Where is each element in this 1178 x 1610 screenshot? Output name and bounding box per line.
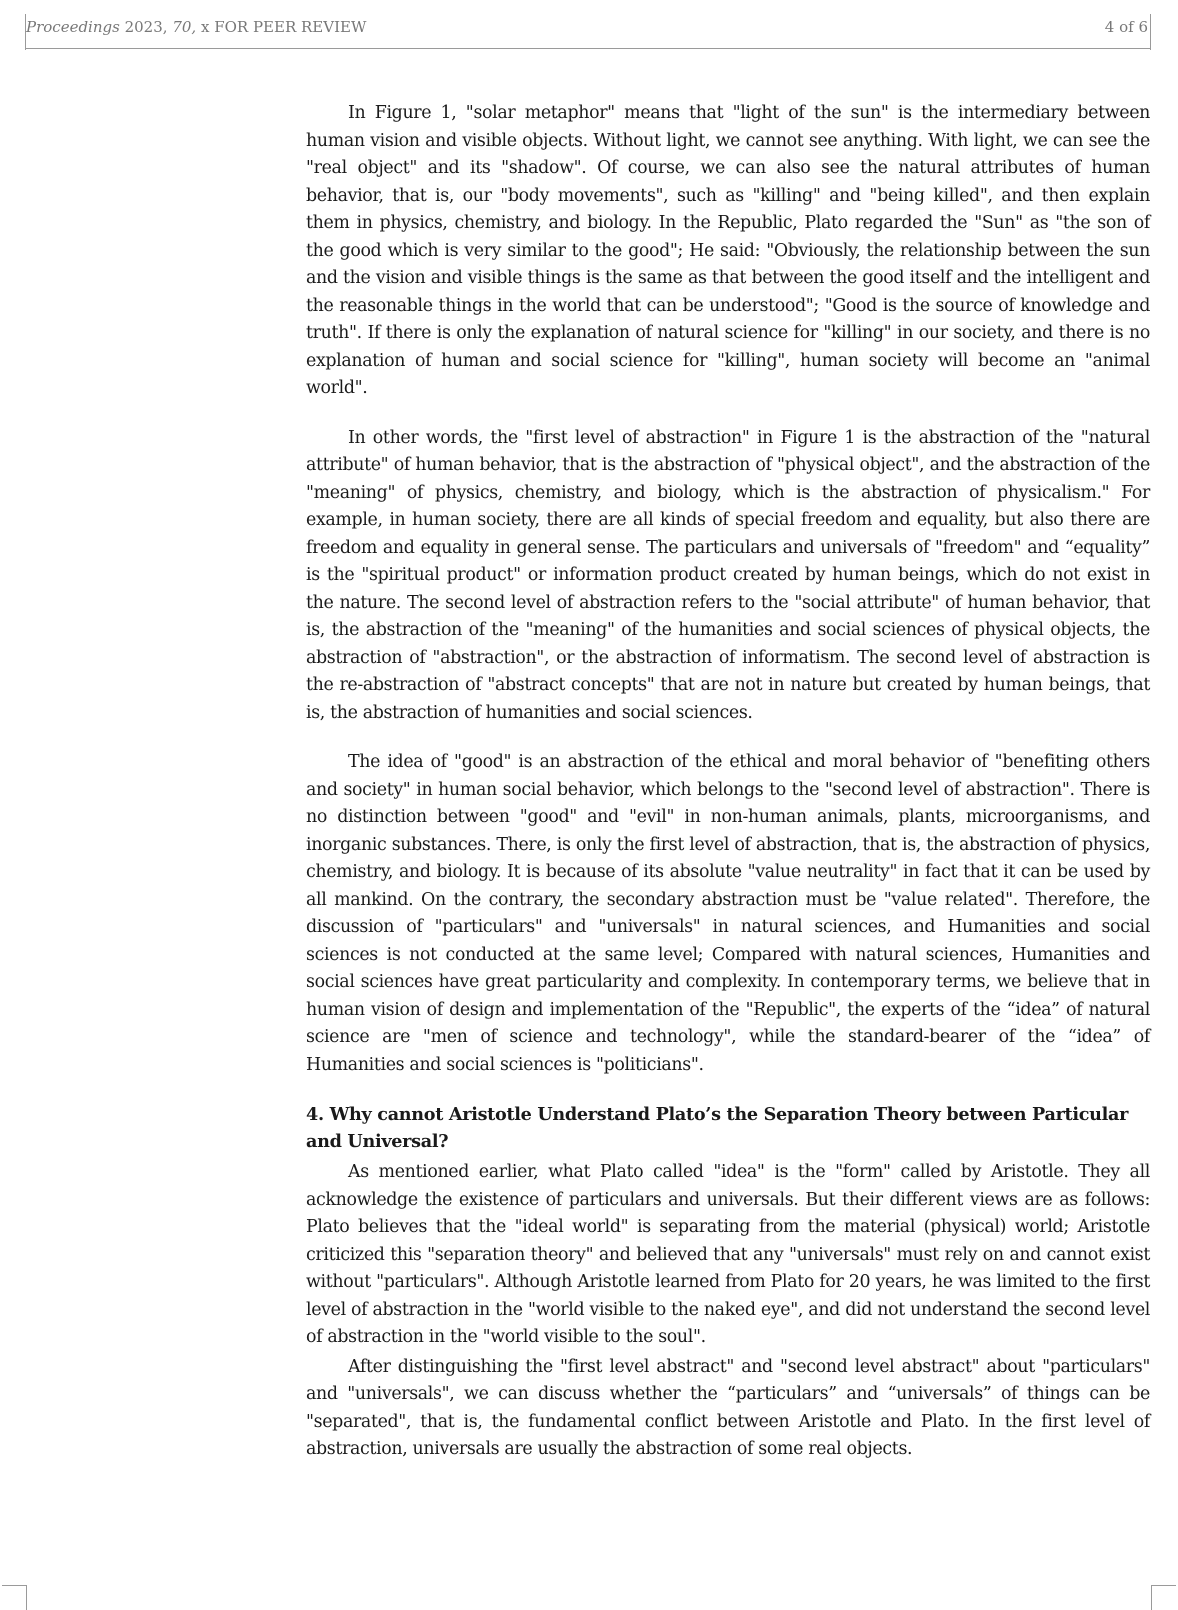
paragraph-solar-metaphor: In Figure 1, "solar metaphor" means that "light of the sun" is the intermediary between human vision and visible objects. Without light, we cannot see anything. With light, we can see the "real object" and its "shadow". Of course, we can also see the natural attributes of human behavior, that is, our "body movements", such as "killing" and "being killed", and then explain them in physics, chemistry, and biology. In the Republic, Plato regarded the "Sun" as "the son of the good which is very similar to the good"; He said: "Obviously, the relationship between the sun and the vision and visible things is the same as that between the good itself and the intelligent and the reasonable things in the world that can be understood"; "Good is the source of knowledge and truth". If there is only the explanation of natural science for "killing" in our society, and there is no explanation of human and social science for "killing", human society will become an "animal world". <box>306 103 1150 398</box>
paragraph-levels-of-abstraction: In other words, the "first level of abstraction" in Figure 1 is the abstraction of the "natural attribute" of human behavior, that is the abstraction of "physical object", and the abstraction of the "meaning" of physics, chemistry, and biology, which is the abstraction of physicalism." For example, in human society, there are all kinds of special freedom and equality, but also there are freedom and equality in general sense. The particulars and universals of "freedom" and “equality” is the "spiritual product" or information product created by human beings, which do not exist in the nature. The second level of abstraction refers to the "social attribute" of human behavior, that is, the abstraction of the "meaning" of the humanities and social sciences of physical objects, the abstraction of "abstraction", or the abstraction of informatism. The second level of abstraction is the re-abstraction of "abstract concepts" that are not in nature but created by human beings, that is, the abstraction of humanities and social sciences. <box>306 427 1150 723</box>
header-right-rule <box>1150 14 1151 50</box>
body-text <box>306 100 1150 1466</box>
journal-year: 2023, <box>124 18 168 36</box>
page-number: 4 of 6 <box>1104 18 1148 36</box>
running-head-suffix: x FOR PEER REVIEW <box>200 18 367 36</box>
page-header <box>26 14 1150 49</box>
journal-volume: 70, <box>172 18 197 36</box>
crop-mark-bottom-right <box>1151 1585 1176 1610</box>
section-heading: 4. Why cannot Aristotle Understand Plato’s the Separation Theory between Particular and Universal? <box>306 1104 1129 1152</box>
crop-mark-bottom-left <box>2 1585 27 1610</box>
running-head <box>26 18 366 36</box>
paragraph-aristotle-plato: As mentioned earlier, what Plato called "idea" is the "form" called by Aristotle. They all acknowledge the existence of particulars and universals. But their different views are as follows: Plato believes that the "ideal world" is separating from the material (physical) world; Aristotle criticized this "separation theory" and believed that any "universals" must rely on and cannot exist without "particulars". Although Aristotle learned from Plato for 20 years, he was limited to the first level of abstraction in the "world visible to the naked eye", and did not understand the second level of abstraction in the "world visible to the soul". <box>306 1162 1150 1347</box>
paragraph-idea-of-good: The idea of "good" is an abstraction of the ethical and moral behavior of "benefiting others and society" in human social behavior, which belongs to the "second level of abstraction". There is no distinction between "good" and "evil" in non-human animals, plants, microorganisms, and inorganic substances. There, is only the first level of abstraction, that is, the abstraction of physics, chemistry, and biology. It is because of its absolute "value neutrality" in fact that it can be used by all mankind. On the contrary, the secondary abstraction must be "value related". Therefore, the discussion of "particulars" and "universals" in natural sciences, and Humanities and social sciences is not conducted at the same level; Compared with natural sciences, Humanities and social sciences have great particularity and complexity. In contemporary terms, we believe that in human vision of design and implementation of the "Republic", the experts of the “idea” of natural science are "men of science and technology", while the standard-bearer of the “idea” of Humanities and social sciences is "politicians". <box>306 752 1150 1075</box>
paragraph-first-second-level: After distinguishing the "first level abstract" and "second level abstract" about "particulars" and "universals", we can discuss whether the “particulars” and “universals” of things can be "separated", that is, the fundamental conflict between Aristotle and Plato. In the first level of abstraction, universals are usually the abstraction of some real objects. <box>306 1356 1150 1459</box>
journal-name: Proceedings <box>26 18 120 36</box>
